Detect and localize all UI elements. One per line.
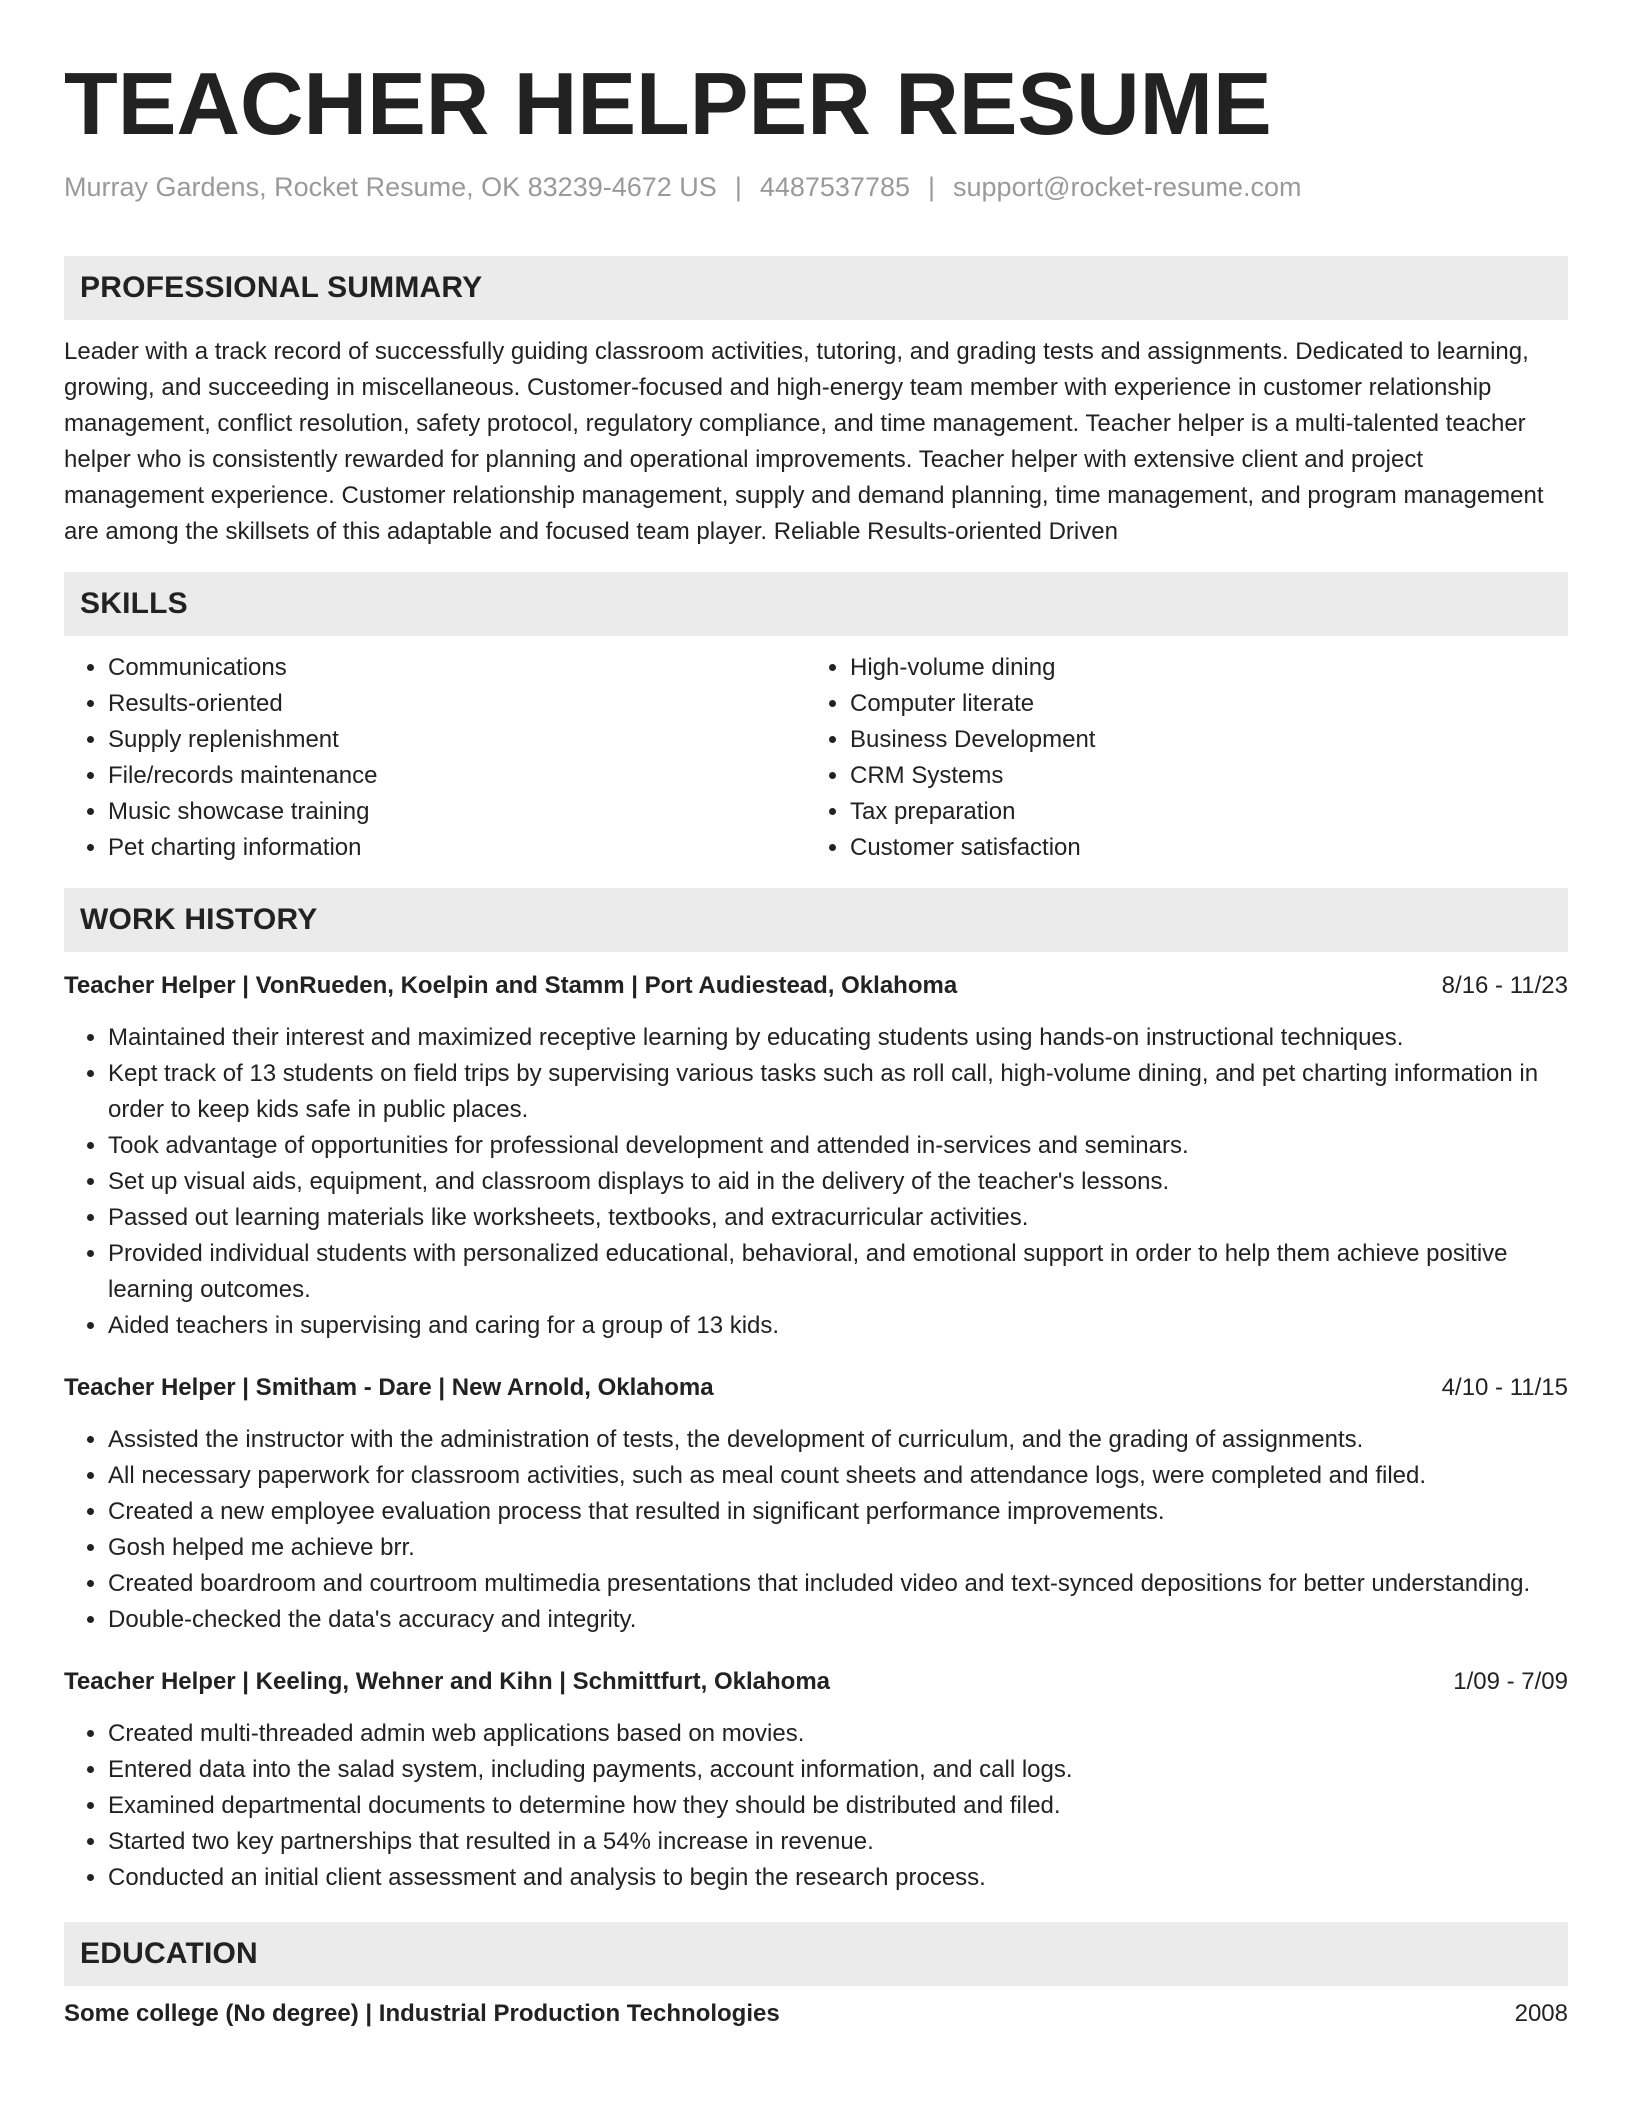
contact-address: Murray Gardens, Rocket Resume, OK 83239-4672 US	[64, 172, 717, 202]
skill-item: • Customer satisfaction	[850, 830, 1568, 866]
job-bullets	[64, 1020, 1568, 1344]
summary-text: Leader with a track record of successfully guiding classroom activities, tutoring, and grading tests and assignments. Dedicated to learning, growing, and succeeding in miscellaneous. Customer-focused and high-energy team member with experience in customer relationship management, conflict resolution, safety protocol, regulatory compliance, and time management. Teacher helper is a multi-talented teacher helper who is consistently rewarded for planning and operational improvements. Teacher helper with extensive client and project management experience. Customer relationship management, supply and demand planning, time management, and program management are among the skillsets of this adaptable and focused team player. Reliable Results-oriented Driven	[64, 338, 1544, 545]
job-entry	[64, 1370, 1568, 1638]
job-bullet: • Examined departmental documents to determine how they should be distributed and filed.	[108, 1788, 1568, 1824]
skill-item: • Results-oriented	[108, 686, 806, 722]
contact-separator: |	[734, 172, 742, 202]
job-title: Teacher Helper | VonRueden, Koelpin and Stamm | Port Audiestead, Oklahoma	[64, 972, 958, 999]
job-bullet: • Passed out learning materials like worksheets, textbooks, and extracurricular activities.	[108, 1200, 1568, 1236]
job-bullet: • Started two key partnerships that resulted in a 54% increase in revenue.	[108, 1824, 1568, 1860]
job-bullets	[64, 1716, 1568, 1896]
job-bullet: • Provided individual students with personalized educational, behavioral, and emotional support in order to help them achieve positive learning outcomes.	[108, 1236, 1568, 1308]
contact-phone: 4487537785	[759, 172, 910, 202]
skills-column-right	[806, 650, 1568, 866]
job-entry	[64, 1664, 1568, 1896]
job-bullet: • Created multi-threaded admin web applications based on movies.	[108, 1716, 1568, 1752]
job-bullet: • Aided teachers in supervising and caring for a group of 13 kids.	[108, 1308, 1568, 1344]
job-dates: 4/10 - 11/15	[1441, 1374, 1568, 1401]
resume-title: TEACHER HELPER RESUME	[64, 54, 1272, 153]
job-title: Teacher Helper | Smitham - Dare | New Arnold, Oklahoma	[64, 1374, 714, 1401]
skill-item: • Communications	[108, 650, 806, 686]
skill-item: • High-volume dining	[850, 650, 1568, 686]
job-header	[64, 1664, 1568, 1700]
skill-item: • Supply replenishment	[108, 722, 806, 758]
education-heading: EDUCATION	[64, 1922, 1568, 1986]
skill-item: • CRM Systems	[850, 758, 1568, 794]
skill-item: • Pet charting information	[108, 830, 806, 866]
job-bullet: • Assisted the instructor with the administration of tests, the development of curriculum, and the grading of assignments.	[108, 1422, 1568, 1458]
contact-line	[64, 170, 1568, 204]
education-entry	[64, 1996, 1568, 2032]
skills-column-left	[64, 650, 806, 866]
job-bullet: • Gosh helped me achieve brr.	[108, 1530, 1568, 1566]
skill-item: • Music showcase training	[108, 794, 806, 830]
job-bullet: • Kept track of 13 students on field trips by supervising various tasks such as roll call, high-volume dining, and pet charting information in order to keep kids safe in public places.	[108, 1056, 1568, 1128]
job-bullet: • Set up visual aids, equipment, and classroom displays to aid in the delivery of the teacher's lessons.	[108, 1164, 1568, 1200]
job-bullet: • Created boardroom and courtroom multimedia presentations that included video and text-synced depositions for better understanding.	[108, 1566, 1568, 1602]
job-bullet: • Created a new employee evaluation process that resulted in significant performance improvements.	[108, 1494, 1568, 1530]
skill-item: • Business Development	[850, 722, 1568, 758]
education-year: 2008	[1514, 2000, 1568, 2027]
skill-item: • Computer literate	[850, 686, 1568, 722]
job-bullet: • Maintained their interest and maximized receptive learning by educating students using hands-on instructional techniques.	[108, 1020, 1568, 1056]
job-bullet: • Conducted an initial client assessment and analysis to begin the research process.	[108, 1860, 1568, 1896]
job-bullet: • Double-checked the data's accuracy and integrity.	[108, 1602, 1568, 1638]
skill-item: • File/records maintenance	[108, 758, 806, 794]
skills-heading: SKILLS	[64, 572, 1568, 636]
job-header	[64, 968, 1568, 1004]
skill-item: • Tax preparation	[850, 794, 1568, 830]
education-degree: Some college (No degree) | Industrial Production Technologies	[64, 2000, 780, 2027]
job-dates: 8/16 - 11/23	[1441, 972, 1568, 999]
job-bullet: • All necessary paperwork for classroom activities, such as meal count sheets and attendance logs, were completed and filed.	[108, 1458, 1568, 1494]
summary-heading: PROFESSIONAL SUMMARY	[64, 256, 1568, 320]
job-title: Teacher Helper | Keeling, Wehner and Kihn | Schmittfurt, Oklahoma	[64, 1668, 831, 1695]
job-bullet: • Took advantage of opportunities for professional development and attended in-services and seminars.	[108, 1128, 1568, 1164]
work-history-heading: WORK HISTORY	[64, 888, 1568, 952]
job-header	[64, 1370, 1568, 1406]
contact-separator: |	[928, 172, 936, 202]
job-entry	[64, 968, 1568, 1344]
job-dates: 1/09 - 7/09	[1453, 1668, 1568, 1695]
skills-list	[64, 650, 1568, 866]
job-bullet: • Entered data into the salad system, including payments, account information, and call logs.	[108, 1752, 1568, 1788]
job-bullets	[64, 1422, 1568, 1638]
contact-email: support@rocket-resume.com	[953, 172, 1302, 202]
